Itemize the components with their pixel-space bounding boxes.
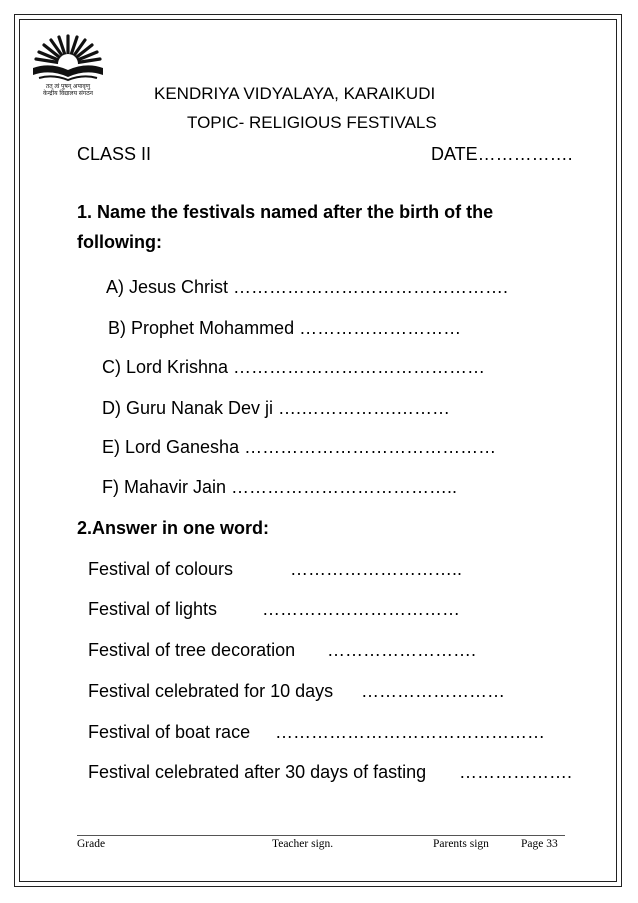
q2-item-blank: ……………………………	[262, 599, 460, 619]
q2-title: 2.Answer in one word:	[77, 518, 270, 538]
q2-item-label: Festival celebrated for 10 days	[88, 681, 334, 701]
sun-book-emblem-icon	[25, 28, 111, 84]
school-name: KENDRIYA VIDYALAYA, KARAIKUDI	[154, 84, 436, 103]
q2-item-blank: ………………………………………	[275, 722, 545, 742]
footer-grade: Grade	[77, 838, 106, 850]
topic-title: TOPIC- RELIGIOUS FESTIVALS	[187, 113, 437, 132]
q1-item: B) Prophet Mohammed ………………………	[108, 318, 462, 338]
q2-item-label: Festival of tree decoration	[88, 640, 296, 660]
q2-item-blank: ………………………..	[290, 559, 463, 579]
q1-item: D) Guru Nanak Dev ji ….…………….………	[102, 398, 451, 418]
logo-motto: तत् त्वं पूषन् अपावृणु	[45, 84, 91, 90]
q2-item-blank: ……………………	[361, 681, 505, 701]
q1-item: E) Lord Ganesha ……………………………………	[102, 437, 497, 457]
q1-title-line2: following:	[77, 232, 162, 252]
logo-org-name: केन्द्रीय विद्यालय संगठन	[42, 91, 94, 97]
q2-item-blank: ……………….	[459, 762, 573, 782]
footer-teacher-sign: Teacher sign.	[272, 838, 334, 850]
q2-item-label: Festival of colours	[88, 559, 234, 579]
q2-item-label: Festival celebrated after 30 days of fasting	[88, 762, 427, 782]
q2-item-blank: …………………….	[327, 640, 477, 660]
q1-item: A) Jesus Christ ……………………………………….	[106, 277, 509, 297]
q1-item: F) Mahavir Jain ………………………………..	[102, 477, 458, 497]
class-label: CLASS II	[77, 144, 152, 164]
q1-item: C) Lord Krishna ……………………………………	[102, 357, 486, 377]
footer-parents-sign: Parents sign	[433, 838, 489, 850]
date-field: DATE…………….	[431, 144, 573, 164]
q2-item-label: Festival of lights	[88, 599, 218, 619]
school-logo	[25, 28, 111, 100]
q2-item-label: Festival of boat race	[88, 722, 251, 742]
footer-divider	[77, 835, 565, 836]
q1-title-line1: 1. Name the festivals named after the birth of the	[77, 202, 494, 222]
footer-page-number: Page 33	[521, 838, 558, 850]
